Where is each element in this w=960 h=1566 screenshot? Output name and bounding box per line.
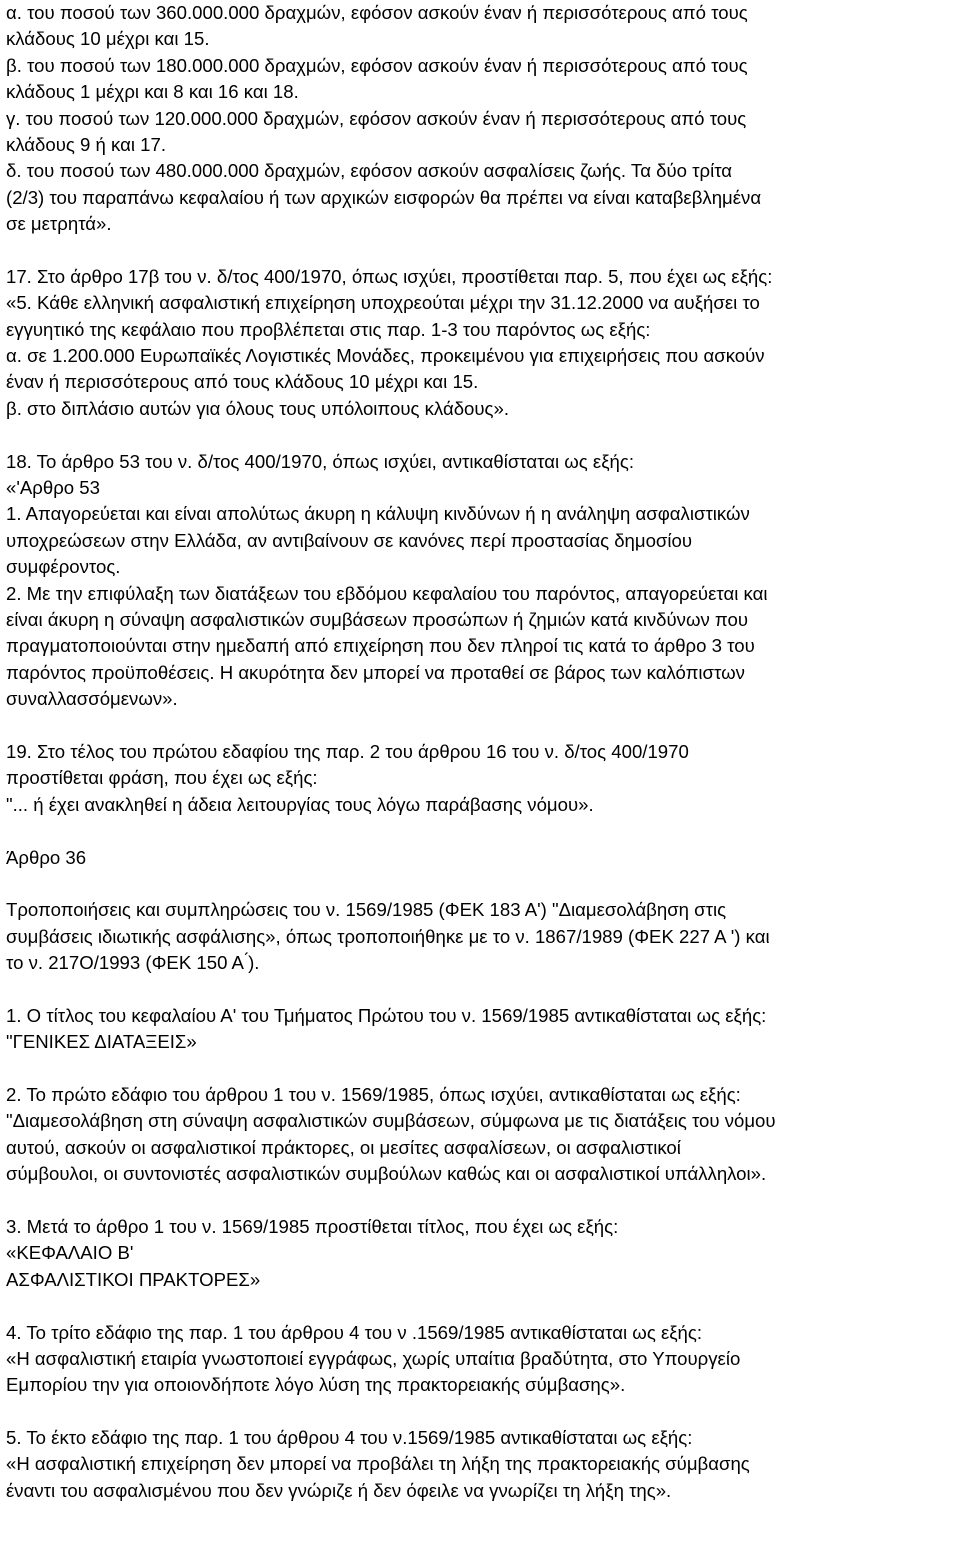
text-line: το ν. 217Ο/1993 (ΦΕΚ 150 Α ́). [6,952,260,974]
paragraph-spacer [6,1293,956,1319]
paragraph-spacer [6,1056,956,1082]
text-line: «ΚΕΦΑΛΑΙΟ Β' [6,1242,134,1264]
text-line: «Η ασφαλιστική εταιρία γνωστοποιεί εγγράφως, χωρίς υπαίτια βραδύτητα, στο Υπουργείο [6,1347,741,1369]
text-line: 3. Μετά το άρθρο 1 του ν. 1569/1985 προστίθεται τίτλος, που έχει ως εξής: [6,1215,619,1237]
text-line: σε μετρητά». [6,213,112,235]
text-line: "Διαμεσολάβηση στη σύναψη ασφαλιστικών συμβάσεων, σύμφωνα με τις διατάξεις του νόμου [6,1110,776,1132]
text-line: 2. Με την επιφύλαξη των διατάξεων του εβδόμου κεφαλαίου του παρόντος, απαγορεύεται και [6,582,768,604]
paragraph-3 [6,1214,956,1293]
text-line: "... ή έχει ανακληθεί η άδεια λειτουργίας τους λόγω παράβασης νόμου». [6,793,594,815]
text-line: παρόντος προϋποθέσεις. Η ακυρότητα δεν μπορεί να προταθεί σε βάρος των καλόπιστων [6,661,745,683]
text-line: γ. του ποσού των 120.000.000 δραχμών, εφόσον ασκούν έναν ή περισσότερους από τους [6,107,747,129]
paragraph-amounts [6,0,956,238]
text-line: «5. Κάθε ελληνική ασφαλιστική επιχείρηση υποχρεούται μέχρι την 31.12.2000 να αυξήσει το [6,292,760,314]
text-line: κλάδους 1 μέχρι και 8 και 16 και 18. [6,81,299,103]
text-line: υποχρεώσεων στην Ελλάδα, αν αντιβαίνουν σε κανόνες περί προστασίας δημοσίου [6,529,693,551]
text-line: σύμβουλοι, οι συντονιστές ασφαλιστικών συμβούλων καθώς και οι ασφαλιστικοί υπάλληλοι». [6,1163,767,1185]
text-line: πραγματοποιούνται στην ημεδαπή από επιχείρηση που δεν πληροί τις κατά το άρθρο 3 του [6,635,755,657]
paragraph-spacer [6,422,956,448]
text-line: προστίθεται φράση, που έχει ως εξής: [6,767,318,789]
paragraph-1 [6,1003,956,1056]
text-line: έναντι του ασφαλισμένου που δεν γνώριζε ή δεν όφειλε να γνωρίζει τη λήξη της». [6,1479,672,1501]
paragraph-4 [6,1320,956,1399]
text-line: β. του ποσού των 180.000.000 δραχμών, εφόσον ασκούν έναν ή περισσότερους από τους [6,54,748,76]
text-line: «Η ασφαλιστική επιχείρηση δεν μπορεί να προβάλει τη λήξη της πρακτορειακής σύμβασης [6,1453,750,1475]
text-line: (2/3) του παραπάνω κεφαλαίου ή των αρχικών εισφορών θα πρέπει να είναι καταβεβλημένα [6,186,762,208]
text-line: είναι άκυρη η σύναψη ασφαλιστικών συμβάσεων προσώπων ή ζημιών κατά κινδύνων που [6,608,748,630]
text-line: 18. Το άρθρο 53 του ν. δ/τος 400/1970, όπως ισχύει, αντικαθίσταται ως εξής: [6,450,634,472]
paragraph-spacer [6,818,956,844]
text-line: Τροποποιήσεις και συμπληρώσεις του ν. 1569/1985 (ΦΕΚ 183 Α') "Διαμεσολάβηση στις [6,899,727,921]
text-line: 2. Το πρώτο εδάφιο του άρθρου 1 του ν. 1569/1985, όπως ισχύει, αντικαθίσταται ως εξής: [6,1084,741,1106]
paragraph-spacer [6,238,956,264]
text-line: "ΓΕΝΙΚΕΣ ΔΙΑΤΑΞΕΙΣ» [6,1031,197,1053]
paragraph-5 [6,1425,956,1504]
text-line: κλάδους 10 μέχρι και 15. [6,28,210,50]
text-line: συμφέροντος. [6,556,121,578]
article-title: Άρθρο 36 [6,846,87,868]
text-line: εγγυητικό της κεφάλαιο που προβλέπεται στις παρ. 1-3 του παρόντος ως εξής: [6,318,651,340]
paragraph-17 [6,264,956,422]
text-line: συμβάσεις ιδιωτικής ασφάλισης», όπως τροποποιήθηκε με το ν. 1867/1989 (ΦΕΚ 227 Α ') και [6,925,770,947]
text-line: «'Αρθρο 53 [6,477,100,499]
text-line: 5. Το έκτο εδάφιο της παρ. 1 του άρθρου 4 του ν.1569/1985 αντικαθίσταται ως εξής: [6,1427,693,1449]
article-subtitle [6,897,956,976]
text-line: κλάδους 9 ή και 17. [6,133,167,155]
text-line: 1. Ο τίτλος του κεφαλαίου Α' του Τμήματος Πρώτου του ν. 1569/1985 αντικαθίσταται ως εξής: [6,1004,767,1026]
document-page [6,0,956,1504]
article-heading [6,845,956,871]
paragraph-spacer [6,713,956,739]
text-line: συναλλασσόμενων». [6,688,178,710]
paragraph-spacer [6,1399,956,1425]
paragraph-spacer [6,1188,956,1214]
text-line: δ. του ποσού των 480.000.000 δραχμών, εφόσον ασκούν ασφαλίσεις ζωής. Τα δύο τρίτα [6,160,733,182]
text-line: 19. Στο τέλος του πρώτου εδαφίου της παρ. 2 του άρθρου 16 του ν. δ/τος 400/1970 [6,740,689,762]
text-line: έναν ή περισσότερους από τους κλάδους 10 μέχρι και 15. [6,371,479,393]
text-line: 1. Απαγορεύεται και είναι απολύτως άκυρη η κάλυψη κινδύνων ή η ανάληψη ασφαλιστικών [6,503,750,525]
text-line: α. σε 1.200.000 Ευρωπαϊκές Λογιστικές Μονάδες, προκειμένου για επιχειρήσεις που ασκούν [6,345,765,367]
paragraph-2 [6,1082,956,1188]
text-line: 17. Στο άρθρο 17β του ν. δ/τος 400/1970, όπως ισχύει, προστίθεται παρ. 5, που έχει ως εξής: [6,265,773,287]
text-line: α. του ποσού των 360.000.000 δραχμών, εφόσον ασκούν έναν ή περισσότερους από τους [6,2,748,23]
text-line: Εμπορίου την για οποιονδήποτε λόγο λύση της πρακτορειακής σύμβασης». [6,1374,626,1396]
text-line: 4. Το τρίτο εδάφιο της παρ. 1 του άρθρου 4 του ν .1569/1985 αντικαθίσταται ως εξής: [6,1321,703,1343]
text-line: ΑΣΦΑΛΙΣΤΙΚΟΙ ΠΡΑΚΤΟΡΕΣ» [6,1268,261,1290]
text-line: β. στο διπλάσιο αυτών για όλους τους υπόλοιπους κλάδους». [6,397,510,419]
paragraph-19 [6,739,956,818]
paragraph-spacer [6,976,956,1002]
text-line: αυτού, ασκούν οι ασφαλιστικοί πράκτορες, οι μεσίτες ασφαλίσεων, οι ασφαλιστικοί [6,1136,681,1158]
paragraph-18 [6,449,956,713]
paragraph-spacer [6,871,956,897]
